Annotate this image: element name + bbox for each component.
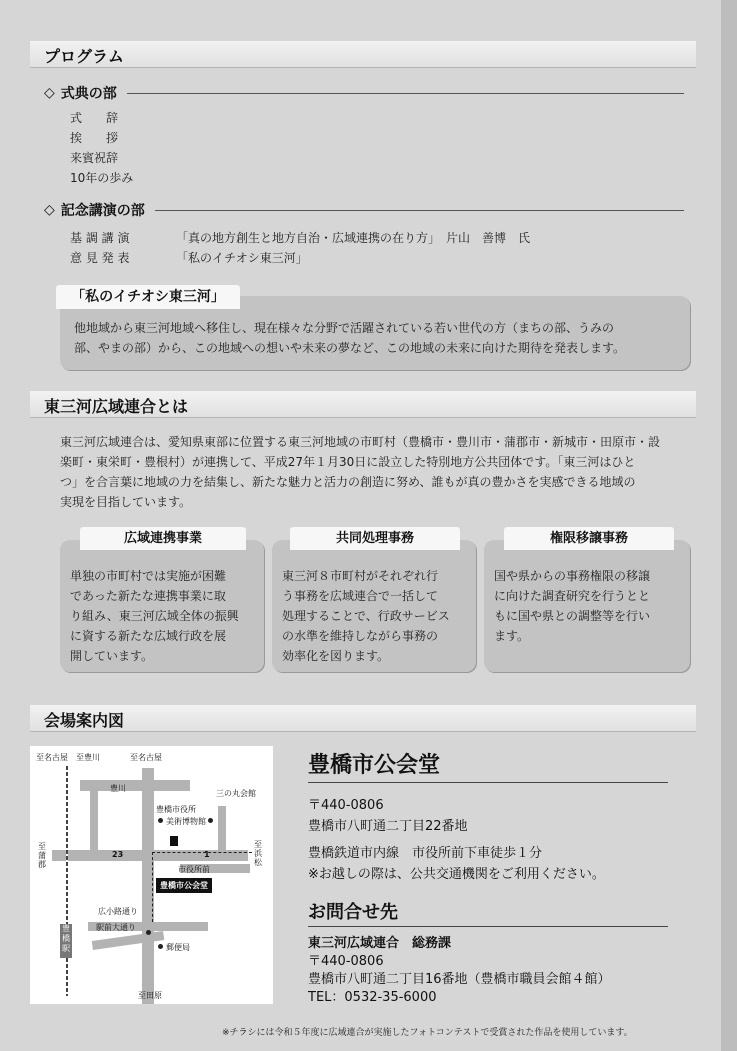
map-label: 豊橋市役所 [156,805,196,814]
hall-building-icon [170,836,178,846]
map-label: 至蒲郡 [38,842,46,869]
card-line: ます。 [494,629,530,643]
card-line: 効率化を図ります。 [282,649,390,663]
ichioshi-line: 他地域から東三河地域へ移住し、現在様々な分野で活躍されている若い世代の方（まちの部、うみの [74,321,615,335]
map-road [90,786,98,854]
card-line: に資する新たな広域行政を展 [70,629,227,643]
card-koiki-title: 広域連携事業 [80,527,246,550]
right-edge-strip [721,0,737,1051]
lecture-label: 意 見 発 表 [70,251,130,265]
map-label: 至浜松 [254,840,262,867]
map-hall-label: 豊橋市公会堂 [156,878,212,893]
contact-heading: お問合せ先 [308,902,398,923]
map-label: 美術博物館 [166,817,206,826]
lecture-text: 「私のイチオシ東三河」 [176,251,308,265]
diamond-icon: ◇ [44,202,55,218]
diamond-icon: ◇ [44,85,55,101]
contact-address: 豊橋市八町通二丁目16番地（豊橋市職員会館４館） [308,972,611,987]
card-line: り組み、東三河広域全体の振興 [70,609,239,623]
card-kyodo-title: 共同処理事務 [290,527,460,550]
about-line: 楽町・東栄町・豊根村）が連携して、平成27年１月30日に設立した特別地方公共団体です。「東三河はひと [60,455,636,469]
program-heading-bar [30,41,696,68]
contact-org: 東三河広域連合 総務課 [308,936,452,951]
divider-line [155,210,684,211]
map-label: 広小路通り [98,907,138,916]
venue-heading-bar [30,705,696,732]
divider-line [127,93,684,94]
map-railway [66,766,68,996]
venue-address: 豊橋市八町通二丁目22番地 [308,819,468,834]
venue-postal: 〒440-0806 [308,798,384,813]
ceremony-item: 式 辞 [70,111,119,125]
card-line: であった新たな連携事業に取 [70,589,226,603]
venue-map [30,746,273,1004]
map-label: 市役所前 [178,865,210,874]
ceremony-title: 式典の部 [60,86,117,102]
footnote: ※チラシには令和５年度に広域連合が実施したフォトコンテストで受賞された作品を使用しています。 [222,1028,633,1038]
card-kengen-text [494,566,686,646]
map-dot [158,944,163,949]
divider-line [308,782,668,783]
card-line: に向けた調査研究を行うとと [494,589,651,603]
ceremony-subheading [44,83,684,103]
contact-postal: 〒440-0806 [308,954,384,969]
lecture-label: 基 調 講 演 [70,231,130,245]
map-dot [146,930,151,935]
card-line: う事務を広域連合で一括して [282,589,439,603]
about-line: 東三河広域連合は、愛知県東部に位置する東三河地域の市町村（豊橋市・豊川市・蒲郡市・新城市・田原市・設 [60,435,661,449]
card-line: 開しています。 [70,649,154,663]
venue-note: ※お越しの際は、公共交通機関をご利用ください。 [308,867,605,882]
map-label: 至名古屋 [36,753,68,762]
map-tramline [152,852,154,922]
card-kyodo-text [282,566,472,666]
program-heading: プログラム [44,47,124,66]
ichioshi-text [74,318,684,358]
map-label: 駅前大通り [96,923,136,932]
map-dot [208,818,213,823]
map-dot [158,818,163,823]
about-line: つ」を合言葉に地域の力を結集し、新たな魅力と活力の創造に努め、誰もが真の豊かさを実感できる地域の [60,475,636,489]
map-label: 至名古屋 [130,753,162,762]
map-label: 至豊川 [76,753,100,762]
map-label: 豊川 [110,784,126,793]
card-line: の水準を維持しながら事務の [282,629,439,643]
map-road [218,806,226,854]
ichioshi-tab: 「私のイチオシ東三河」 [56,285,240,309]
venue-name: 豊橋市公会堂 [308,753,441,778]
card-line: 東三河８市町村がそれぞれ行 [282,569,439,583]
venue-access: 豊橋鉄道市内線 市役所前下車徒歩１分 [308,846,543,861]
map-station-label: 豊橋駅 [60,924,72,958]
map-label: 郵便局 [166,943,190,952]
ceremony-item: 挨 拶 [70,131,119,145]
divider-line [308,926,668,927]
lecture-subheading [44,200,684,220]
lecture-text: 「真の地方創生と地方自治・広域連携の在り方」 片山 善博 氏 [176,231,531,245]
about-line: 実現を目指しています。 [60,495,192,509]
about-text [60,432,690,512]
about-heading: 東三河広域連合とは [44,397,189,416]
route-1-marker: 1 [204,850,210,859]
venue-heading: 会場案内図 [44,711,125,730]
map-label: 至田原 [138,991,162,1000]
map-tramline [152,852,252,854]
card-koiki-text [70,566,260,666]
card-kengen-title: 権限移譲事務 [504,527,674,550]
map-label: 三の丸会館 [216,789,256,798]
lecture-title: 記念講演の部 [60,203,145,219]
ceremony-item: 来賓祝辞 [70,151,119,165]
card-line: もに国や県との調整等を行い [494,609,651,623]
card-line: 単独の市町村では実施が困難 [70,569,227,583]
about-heading-bar [30,391,696,418]
ceremony-item: 10年の歩み [70,171,134,185]
contact-tel: TEL：0532-35-6000 [308,990,437,1005]
route-23-marker: 23 [112,850,124,859]
ichioshi-line: 部、やまの部）から、この地域への想いや未来の夢など、この地域の未来に向けた期待を発表します。 [74,341,626,355]
card-line: 国や県からの事務権限の移譲 [494,569,651,583]
card-line: 処理することで、行政サービス [282,609,450,623]
